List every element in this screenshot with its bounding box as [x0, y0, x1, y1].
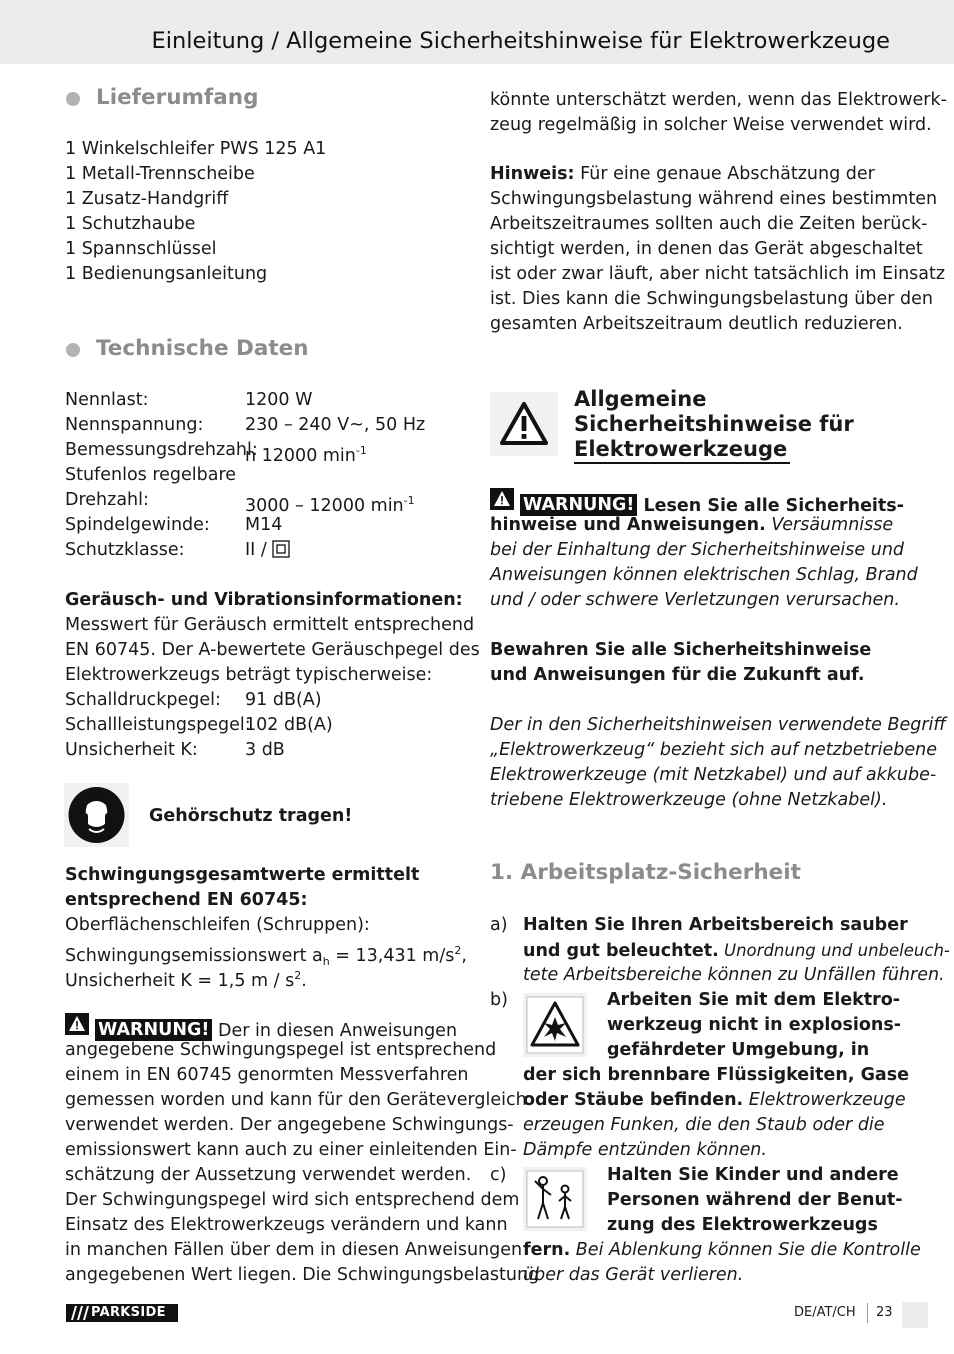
heading-bullet [66, 92, 80, 106]
spec-label: Stufenlos regelbare [65, 465, 237, 485]
page-number: 23 [876, 1305, 893, 1320]
text-line: bei der Einhaltung der Sicherheitshinweise und [490, 540, 905, 560]
list-item: 1 Bedienungsanleitung [65, 264, 268, 284]
safety-pictogram [490, 392, 558, 456]
text-line: der sich brennbare Flüssigkeiten, Gase [523, 1065, 910, 1085]
noise-label: Schalldruckpegel: [65, 690, 221, 710]
spec-label: Nennspannung: [65, 415, 204, 435]
noise-heading: Geräusch- und Vibrationsinformationen: [65, 590, 463, 610]
warning-line: WARNUNG! Lesen Sie alle Sicherheits- [490, 488, 904, 519]
text-line: Halten Sie Ihren Arbeitsbereich sauber [523, 915, 908, 935]
noise-label: Unsicherheit K: [65, 740, 198, 760]
text-line: einem in EN 60745 genormten Messverfahren [65, 1065, 469, 1085]
text-line: zung des Elektrowerkzeugs [607, 1215, 878, 1235]
text-line: sichtigt werden, in denen das Gerät abgeschaltet [490, 239, 923, 259]
text-line: ist oder zwar läuft, aber nicht tatsächlich im Einsatz [490, 264, 946, 284]
text-line: Arbeitszeitraumes sollten auch die Zeiten berück- [490, 214, 928, 234]
vibration-heading: Schwingungsgesamtwerte ermittelt [65, 865, 420, 885]
hinweis-line: Hinweis: Für eine genaue Abschätzung der [490, 164, 875, 184]
warning-label: WARNUNG! [95, 1019, 212, 1041]
text-line: Schwingungsbelastung während eines bestimmten [490, 189, 938, 209]
vibration-heading: entsprechend EN 60745: [65, 890, 308, 910]
spec-label: Drehzahl: [65, 490, 149, 510]
text-line: triebene Elektrowerkzeuge (ohne Netzkabel). [490, 790, 888, 810]
text-line: Halten Sie Kinder und andere [607, 1165, 899, 1185]
spec-label: Bemessungsdrehzahl: [65, 440, 258, 460]
text-line: fern. Bei Ablenkung können Sie die Kontrolle [523, 1240, 921, 1260]
item-letter: c) [490, 1165, 507, 1185]
text-line: oder Stäube befinden. Elektrowerkzeuge [523, 1090, 906, 1110]
text-line: könnte unterschätzt werden, wenn das Elektrowerk- [490, 90, 947, 110]
noise-value: 3 dB [245, 740, 285, 760]
noise-label: Schallleistungspegel: [65, 715, 251, 735]
text-line: hinweise und Anweisungen. Versäumnisse [490, 515, 894, 535]
text-line: Einsatz des Elektrowerkzeugs verändern und kann [65, 1215, 508, 1235]
text-line: angegebene Schwingungspegel ist entsprechend [65, 1040, 497, 1060]
ear-protection-text: Gehörschutz tragen! [149, 806, 353, 826]
explosion-icon [523, 993, 587, 1057]
spec-value: 230 – 240 V~, 50 Hz [245, 415, 426, 435]
spec-label: Schutzklasse: [65, 540, 185, 560]
spec-value: 1200 W [245, 390, 313, 410]
text-line: gemessen worden und kann für den Gerätevergleich [65, 1090, 527, 1110]
text-line: Anweisungen können elektrischen Schlag, Brand [490, 565, 918, 585]
safety-heading: Elektrowerkzeuge [574, 437, 788, 461]
warning-triangle-icon [490, 392, 558, 456]
spec-value: 3000 – 12000 $\min^{-1}$ [245, 494, 415, 516]
footer-divider [867, 1303, 868, 1323]
text-line: ist. Dies kann die Schwingungsbelastung über den [490, 289, 933, 309]
keep-children-away-pictogram [523, 1167, 587, 1231]
text-line: Der in den Sicherheitshinweisen verwendete Begriff [490, 715, 947, 735]
section-heading: 1. Arbeitsplatz-Sicherheit [490, 860, 801, 885]
text-line: Personen während der Benut- [607, 1190, 903, 1210]
text-line: EN 60745. Der A-bewertete Geräuschpegel des [65, 640, 480, 660]
item-letter: b) [490, 990, 508, 1010]
warning-line: WARNUNG! Der in diesen Anweisungen [65, 1013, 457, 1044]
list-item: 1 Schutzhaube [65, 214, 196, 234]
safety-heading: Allgemeine [574, 387, 707, 411]
text-line: über das Gerät verlieren. [523, 1265, 744, 1285]
spec-label: Nennlast: [65, 390, 149, 410]
text-line: „Elektrowerkzeug“ bezieht sich auf netzbetriebene [490, 740, 938, 760]
text-line: Der Schwingungspegel wird sich entsprechend dem [65, 1190, 520, 1210]
page-title: Einleitung / Allgemeine Sicherheitshinweise für Elektrowerkzeuge [151, 28, 890, 54]
lieferumfang-heading: Lieferumfang [96, 85, 259, 110]
text-line: werkzeug nicht in explosions- [607, 1015, 902, 1035]
text-line: und gut beleuchtet. Unordnung und unbeleuch- [523, 941, 950, 961]
warning-label: WARNUNG! [520, 494, 637, 516]
ear-protection-icon [64, 783, 129, 847]
logo-stripes-icon [68, 1304, 90, 1322]
noise-value: 102 dB(A) [245, 715, 333, 735]
text-line: Unsicherheit K = 1,5 m / $s^2$. [65, 969, 307, 991]
noise-value: 91 dB(A) [245, 690, 322, 710]
text-line: Messwert für Geräusch ermittelt entsprechend [65, 615, 475, 635]
spec-value: II / [245, 538, 290, 563]
text-line: angegebenen Wert liegen. Die Schwingungsbelastung [65, 1265, 540, 1285]
text-line: tete Arbeitsbereiche können zu Unfällen führen. [523, 965, 945, 985]
text-line: Elektrowerkzeuge (mit Netzkabel) und auf akkube- [490, 765, 937, 785]
text-line: verwendet werden. Der angegebene Schwingungs- [65, 1115, 514, 1135]
warning-triangle-icon [490, 488, 514, 510]
safety-heading: Sicherheitshinweise für [574, 412, 854, 436]
text-line: in manchen Fällen über dem in diesen Anweisungen [65, 1240, 523, 1260]
list-item: 1 Zusatz-Handgriff [65, 189, 229, 209]
text-line: Elektrowerkzeugs beträgt typischerweise: [65, 665, 433, 685]
spec-value: n 12000 $\min^{-1}$ [245, 444, 367, 466]
technische-heading: Technische Daten [96, 336, 309, 361]
text-line: Bewahren Sie alle Sicherheitshinweise [490, 640, 872, 660]
page-header [0, 0, 954, 64]
parkside-logo: PARKSIDE [66, 1304, 178, 1322]
item-letter: a) [490, 915, 508, 935]
text-line: zeug regelmäßig in solcher Weise verwendet wird. [490, 115, 932, 135]
list-item: 1 Metall-Trennscheibe [65, 164, 255, 184]
list-item: 1 Spannschlüssel [65, 239, 217, 259]
warning-triangle-icon [65, 1013, 89, 1035]
list-item: 1 Winkelschleifer PWS 125 A1 [65, 139, 327, 159]
heading-bullet [66, 343, 80, 357]
spec-value: M14 [245, 515, 283, 535]
heading-underline [574, 462, 790, 464]
keep-children-away-icon [523, 1167, 587, 1231]
text-line: schätzung der Aussetzung verwendet werden. [65, 1165, 472, 1185]
text-line: erzeugen Funken, die den Staub oder die [523, 1115, 885, 1135]
spec-label: Spindelgewinde: [65, 515, 210, 535]
protection-class-ii-icon [272, 540, 290, 558]
text-line: Arbeiten Sie mit dem Elektro- [607, 990, 901, 1010]
ear-protection-pictogram [64, 783, 129, 847]
footer-marker [902, 1302, 928, 1328]
text-line: gefährdeter Umgebung, in [607, 1040, 870, 1060]
text-line: und Anweisungen für die Zukunft auf. [490, 665, 865, 685]
text-line: Schwingungsemissionswert $a_h = 13,431$ $m/s^2$, [65, 944, 467, 968]
text-line: emissionswert kann auch zu einer einleitenden Ein- [65, 1140, 517, 1160]
footer-locale: DE/AT/CH [794, 1305, 856, 1320]
text-line: Oberflächenschleifen (Schruppen): [65, 915, 370, 935]
text-line: gesamten Arbeitszeitraum deutlich reduzieren. [490, 314, 903, 334]
explosion-pictogram [523, 993, 587, 1057]
text-line: Dämpfe entzünden können. [523, 1140, 767, 1160]
text-line: und / oder schwere Verletzungen verursachen. [490, 590, 900, 610]
